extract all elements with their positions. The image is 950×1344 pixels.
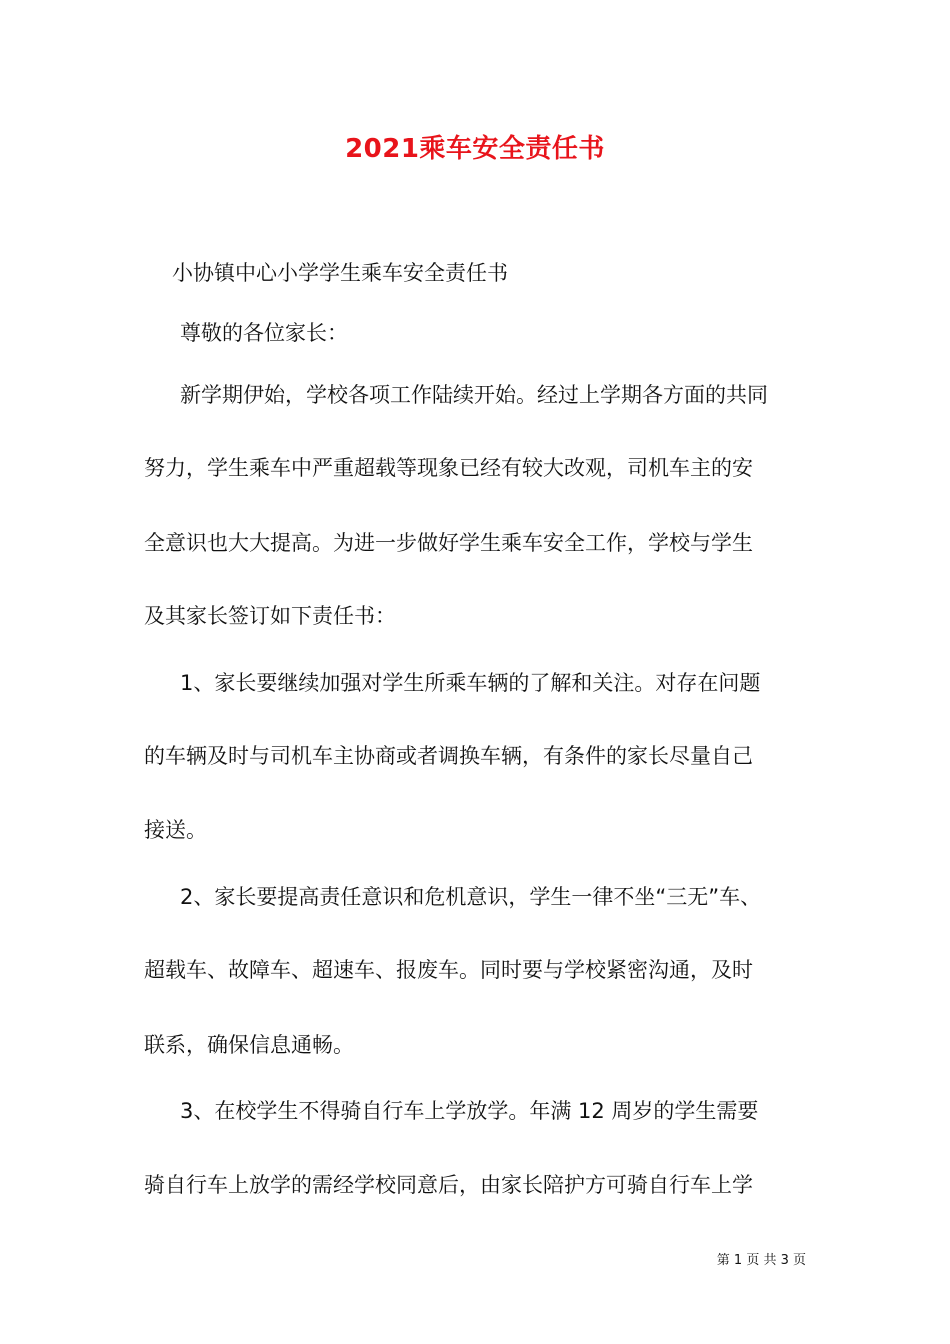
subtitle: 小协镇中心小学学生乘车安全责任书 xyxy=(172,261,508,285)
page-number: 第 1 页 共 3 页 xyxy=(716,1253,806,1268)
paragraph-line: 的车辆及时与司机车主协商或者调换车辆，有条件的家长尽量自己 xyxy=(144,744,753,768)
paragraph-line: 1、家长要继续加强对学生所乘车辆的了解和关注。对存在问题 xyxy=(180,671,761,695)
paragraph-line: 努力，学生乘车中严重超载等现象已经有较大改观，司机车主的安 xyxy=(144,456,753,480)
paragraph-line: 超载车、故障车、超速车、报废车。同时要与学校紧密沟通，及时 xyxy=(144,958,753,982)
paragraph-line: 骑自行车上放学的需经学校同意后，由家长陪护方可骑自行车上学 xyxy=(144,1173,753,1197)
paragraph-line: 新学期伊始，学校各项工作陆续开始。经过上学期各方面的共同 xyxy=(180,383,768,407)
paragraph-line: 接送。 xyxy=(144,818,207,842)
salutation: 尊敬的各位家长： xyxy=(180,321,348,345)
paragraph-line: 全意识也大大提高。为进一步做好学生乘车安全工作，学校与学生 xyxy=(144,531,753,555)
paragraph-line: 联系，确保信息通畅。 xyxy=(144,1033,354,1057)
paragraph-line: 及其家长签订如下责任书： xyxy=(144,604,396,628)
paragraph-line: 2、家长要提高责任意识和危机意识，学生一律不坐“三无”车、 xyxy=(180,885,762,909)
paragraph-line: 3、在校学生不得骑自行车上学放学。年满 12 周岁的学生需要 xyxy=(180,1099,759,1123)
document-title: 2021乘车安全责任书 xyxy=(345,134,605,164)
